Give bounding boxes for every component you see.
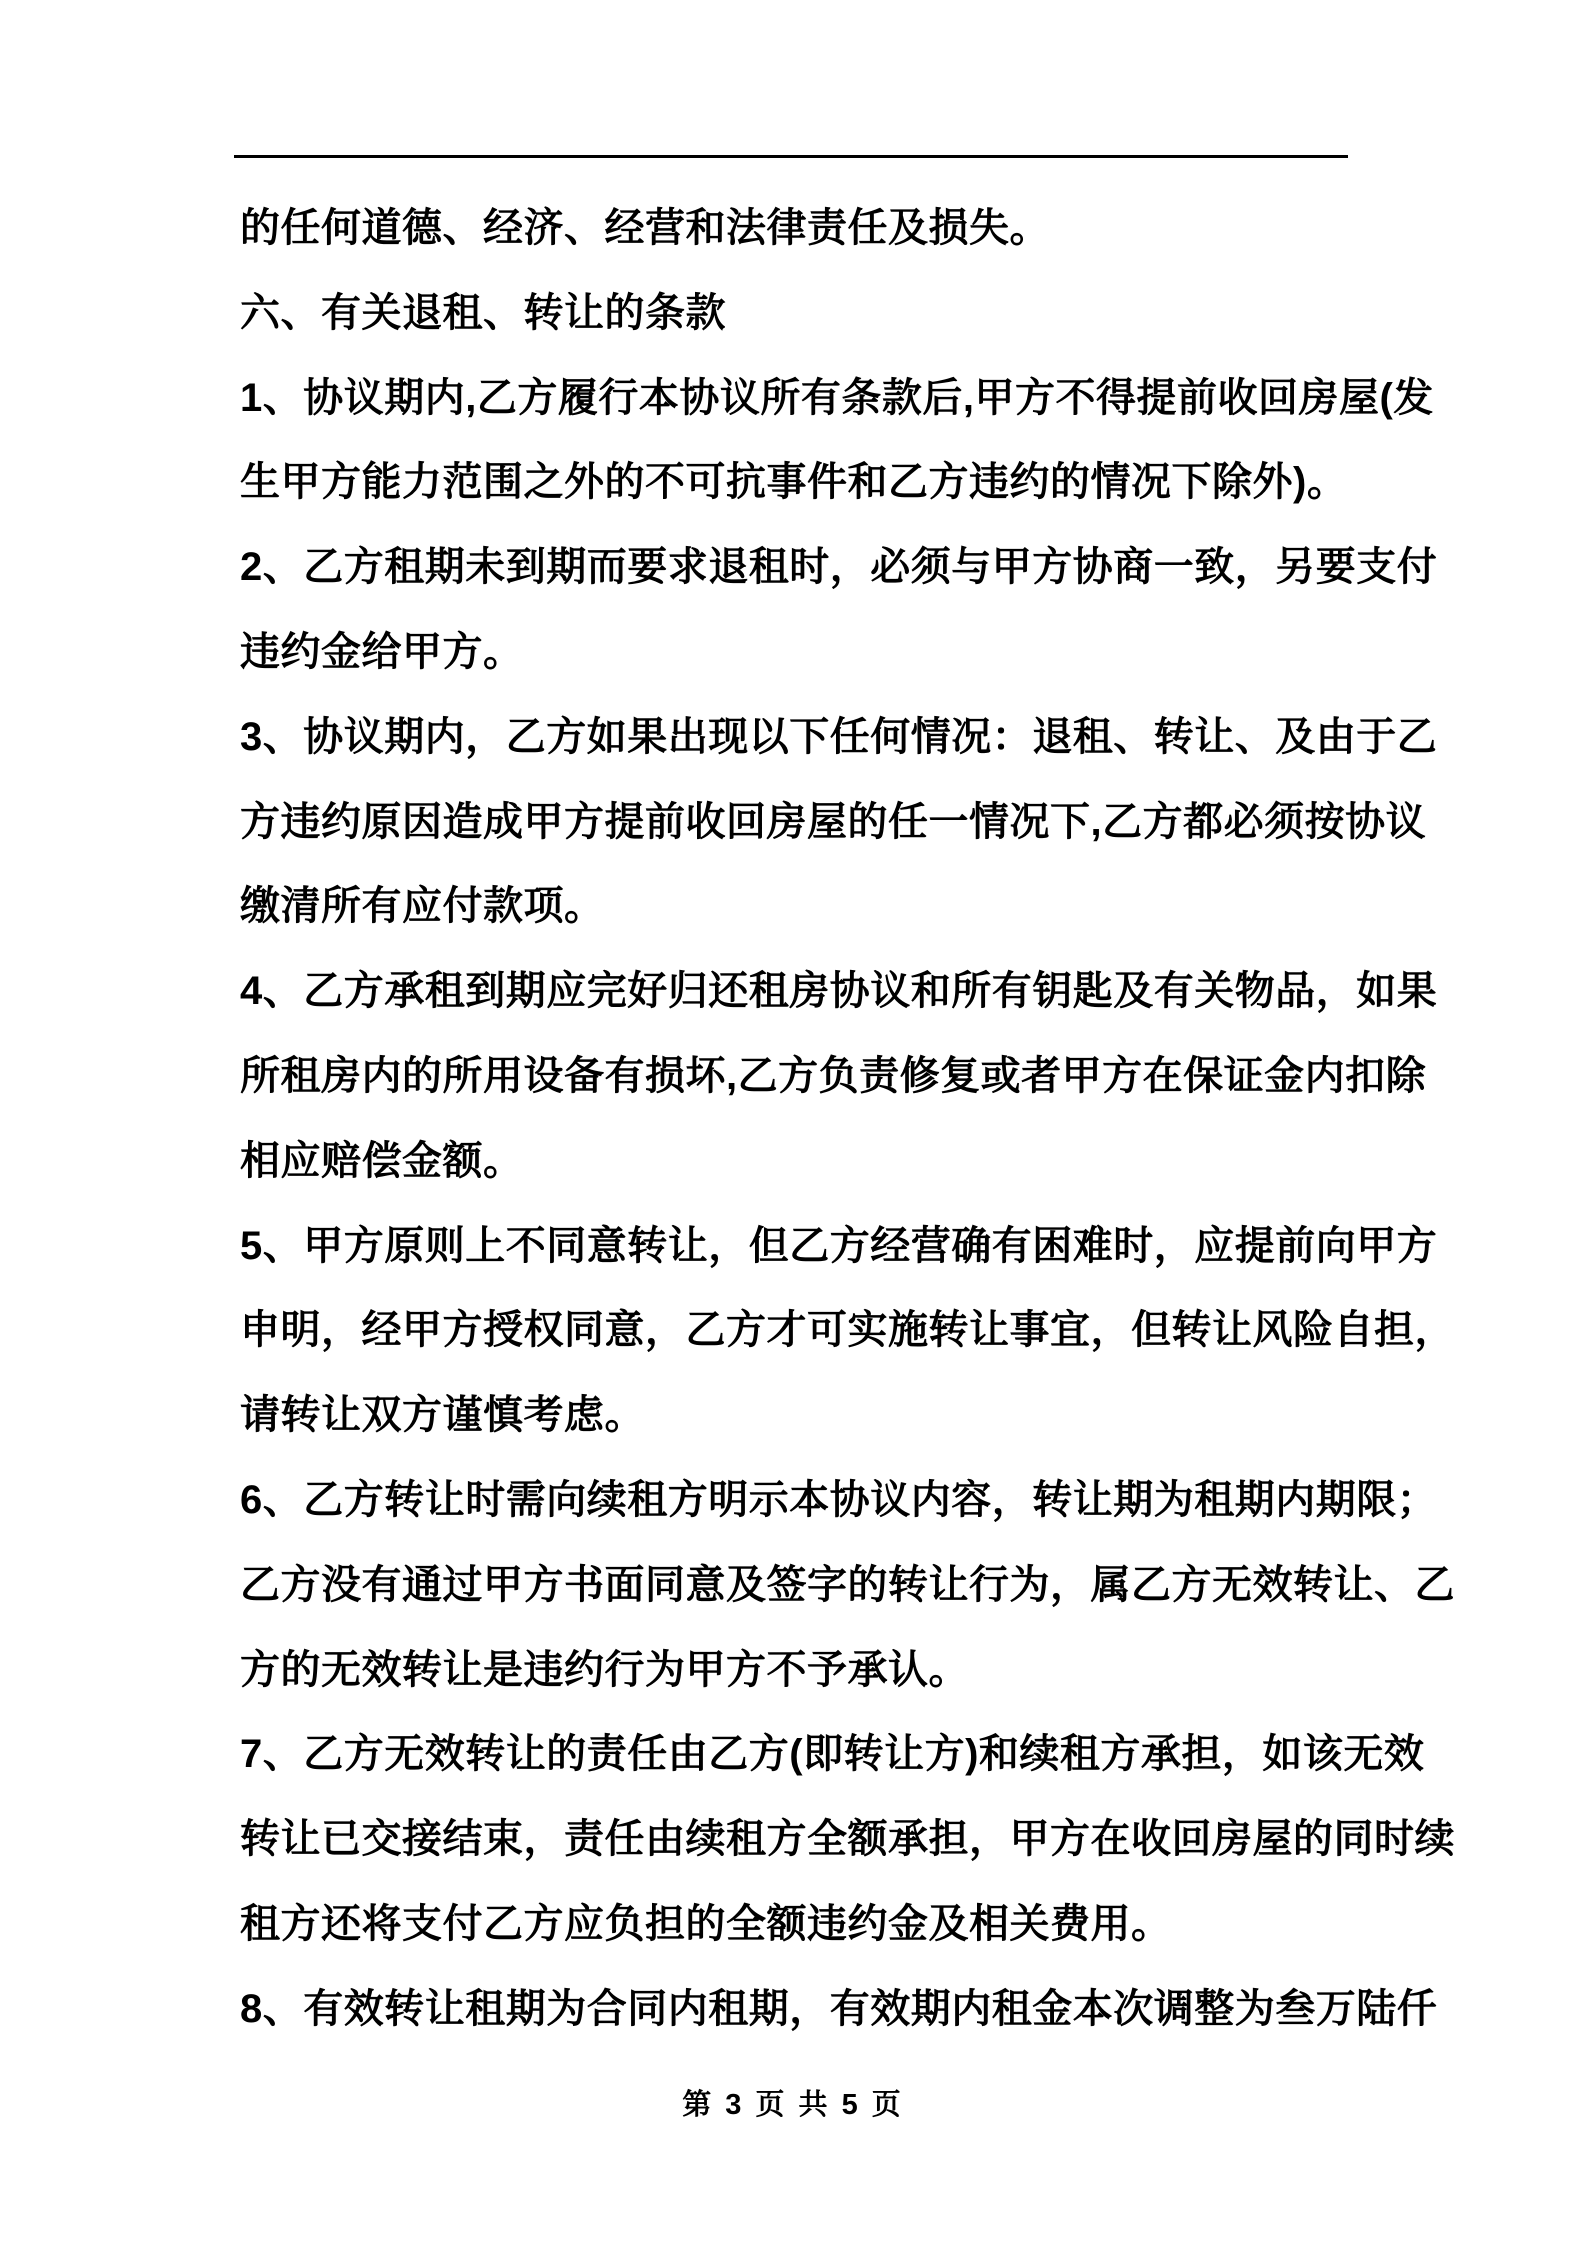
body-line: 缴清所有应付款项。 [240, 884, 605, 929]
body-line: 8、有效转让租期为合同内租期，有效期内租金本次调整为叁万陆仟 [240, 1986, 1438, 2031]
page-number: 第 3 页 共 5 页 [682, 2089, 904, 2121]
body-line: 所租房内的所用设备有损坏,乙方负责修复或者甲方在保证金内扣除 [240, 1053, 1427, 1098]
body-line: 请转让双方谨慎考虑。 [240, 1393, 645, 1438]
body-line: 3、协议期内，乙方如果出现以下任何情况：退租、转让、及由于乙 [240, 714, 1438, 759]
document-body [240, 186, 1455, 2052]
body-line: 5、甲方原则上不同意转让，但乙方经营确有困难时，应提前向甲方 [240, 1223, 1438, 1268]
body-line: 相应赔偿金额。 [240, 1138, 524, 1183]
header-rule [234, 155, 1348, 158]
body-line: 6、乙方转让时需向续租方明示本协议内容，转让期为租期内期限； [240, 1477, 1438, 1522]
body-line: 租方还将支付乙方应负担的全额违约金及相关费用。 [240, 1901, 1172, 1946]
body-line: 的任何道德、经济、经营和法律责任及损失。 [240, 206, 1050, 250]
body-line: 违约金给甲方。 [240, 629, 524, 674]
body-line: 7、乙方无效转让的责任由乙方(即转让方)和续租方承担，如该无效 [240, 1732, 1425, 1777]
body-line: 2、乙方租期未到期而要求退租时，必须与甲方协商一致，另要支付 [240, 545, 1438, 590]
body-line: 六、有关退租、转让的条款 [240, 290, 726, 335]
body-line: 方的无效转让是违约行为甲方不予承认。 [240, 1647, 969, 1692]
body-line: 方违约原因造成甲方提前收回房屋的任一情况下,乙方都必须按协议 [240, 799, 1427, 844]
body-line: 1、协议期内,乙方履行本协议所有条款后,甲方不得提前收回房屋(发 [240, 375, 1434, 420]
body-line: 转让已交接结束，责任由续租方全额承担，甲方在收回房屋的同时续 [240, 1817, 1455, 1862]
body-line: 申明，经甲方授权同意，乙方才可实施转让事宜，但转让风险自担， [240, 1308, 1455, 1353]
body-line: 乙方没有通过甲方书面同意及签字的转让行为，属乙方无效转让、乙 [240, 1562, 1455, 1607]
body-line: 4、乙方承租到期应完好归还租房协议和所有钥匙及有关物品，如果 [240, 969, 1438, 1014]
body-line: 生甲方能力范围之外的不可抗事件和乙方违约的情况下除外)。 [240, 460, 1348, 505]
